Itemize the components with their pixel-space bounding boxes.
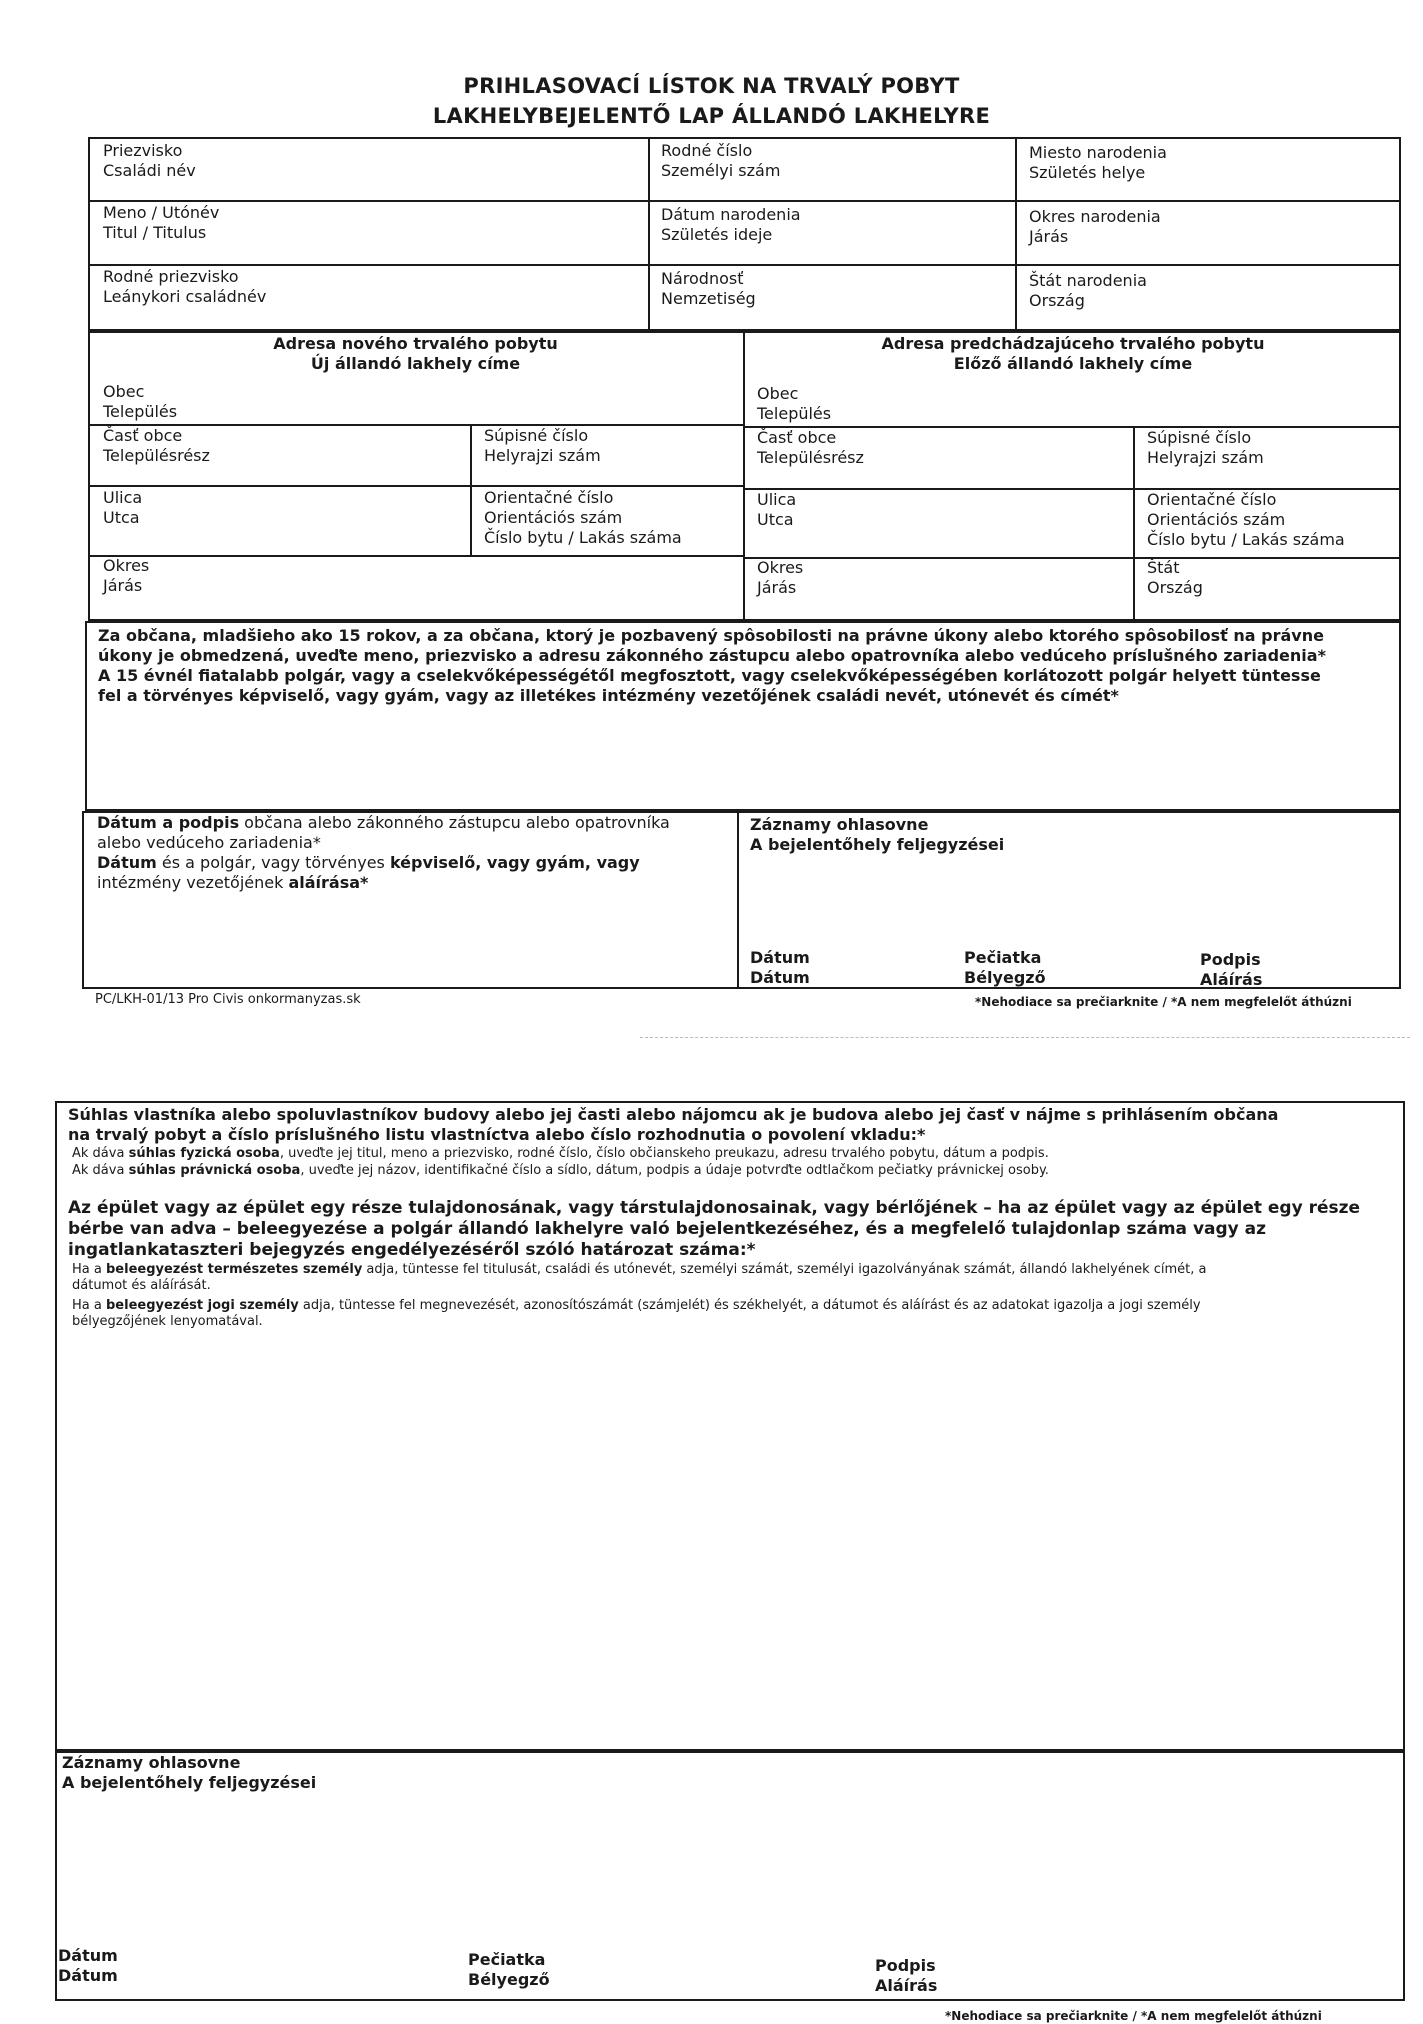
divider (88, 485, 743, 487)
owner-natural-person-hu: Ha a beleegyezést természetes személy adja, tüntesse fel titulusát, családi és utónevét, személyi számát, személyi igazolványának számát, állandó lakhelyének címét, a dátumot és aláírását. (72, 1262, 1207, 1293)
maiden-name-field[interactable]: Rodné priezvisko Leánykori családnév (103, 267, 267, 306)
prev-municipality-field[interactable]: Obec Település (757, 384, 832, 423)
owner-heading-hu: Az épület vagy az épület egy része tulajdonosának, vagy társtulajdonosainak, vagy bérlőjének – ha az épület vagy az épület egy része bérbe van adva – beleegyezése a polgár állandó lakhelyre való bejelentkezéséhez, és a megfelelő tulajdonlap száma vagy az ingatlankataszteri bejegyzés engedélyezéséről szóló határozat száma:* (68, 1198, 1361, 1260)
birth-district-field[interactable]: Okres narodenia Járás (1029, 207, 1161, 246)
office-stamp-field-2[interactable]: Pečiatka Bélyegző (468, 1950, 550, 1989)
new-orient-no-field[interactable]: Orientačné číslo Orientációs szám Číslo bytu / Lakás száma (484, 488, 682, 547)
guardian-instructions: Za občana, mladšieho ako 15 rokov, a za občana, ktorý je pozbavený spôsobilosti na právne úkony alebo ktorého spôsobilosť na právne úkony je obmedzená, uveďte meno, priezvisko a adresu zákonného zástupcu alebo opatrovníka alebo vedúceho príslušného zariadenia* A 15 évnél fiatalabb polgár, vagy a cselekvőképességétől megfosztott, vagy cselekvőképességében korlátozott polgár helyett tüntesse fel a törvényes képviselő, vagy gyám, vagy az illetékes intézmény vezetőjének családi nevét, utónevét és címét* (98, 626, 1326, 705)
divider (88, 200, 1401, 202)
form-title-sk: PRIHLASOVACÍ LÍSTOK NA TRVALÝ POBYT (463, 74, 960, 98)
office-date-field[interactable]: Dátum Dátum (750, 948, 810, 987)
office-sign-field[interactable]: Podpis Aláírás (1200, 950, 1263, 989)
form-code: PC/LKH-01/13 Pro Civis onkormanyzas.sk (95, 992, 361, 1007)
birth-state-field[interactable]: Štát narodenia Ország (1029, 271, 1147, 310)
divider (743, 331, 745, 621)
divider (1133, 426, 1135, 621)
divider (88, 555, 743, 557)
prev-district-field[interactable]: Okres Járás (757, 558, 804, 597)
birth-date-field[interactable]: Dátum narodenia Születés ideje (661, 205, 801, 244)
prev-state-field[interactable]: Štát Ország (1147, 558, 1203, 597)
birth-place-field[interactable]: Miesto narodenia Születés helye (1029, 143, 1167, 182)
divider (648, 137, 650, 331)
owner-heading-sk: Súhlas vlastníka alebo spoluvlastníkov budovy alebo jej časti alebo nájomcu ak je budova alebo jej časť v nájme s prihlásením občana na trvalý pobyt a číslo príslušného listu vlastníctva alebo číslo rozhodnutia o povolení vkladu:* (68, 1105, 1279, 1144)
footer-note: *Nehodiace sa prečiarknite / *A nem megfelelőt áthúzni (975, 995, 1352, 1009)
owner-legal-person-hu: Ha a beleegyezést jogi személy adja, tüntesse fel megnevezését, azonosítószámát (számjelét) és székhelyét, a dátumot és aláírást és az adatokat igazolja a jogi személy bélyegzőjének lenyomatával. (72, 1298, 1201, 1329)
prev-part-field[interactable]: Časť obce Településrész (757, 428, 864, 467)
prev-orient-no-field[interactable]: Orientačné číslo Orientációs szám Číslo bytu / Lakás száma (1147, 490, 1345, 549)
office-records-heading: Záznamy ohlasovne A bejelentőhely feljegyzései (750, 815, 1005, 854)
divider (470, 424, 472, 555)
office-records-heading-2: Záznamy ohlasovne A bejelentőhely feljegyzései (62, 1753, 317, 1792)
page-separator (640, 1037, 1410, 1038)
given-name-field[interactable]: Meno / Utónév Titul / Titulus (103, 203, 220, 242)
office-stamp-field[interactable]: Pečiatka Bélyegző (964, 948, 1046, 987)
new-part-field[interactable]: Časť obce Településrész (103, 426, 210, 465)
divider (743, 557, 1401, 559)
citizen-signature-field[interactable]: Dátum a podpis občana alebo zákonného zástupcu alebo opatrovníka alebo vedúceho zariadenia* Dátum és a polgár, vagy törvényes képviselő, vagy gyám, vagy intézmény vezetőjének aláírása* (97, 813, 670, 892)
prev-address-heading: Adresa predchádzajúceho trvalého pobytu Előző állandó lakhely címe (881, 334, 1265, 373)
footer-note-2: *Nehodiace sa prečiarknite / *A nem megfelelőt áthúzni (945, 2009, 1322, 2023)
prev-street-field[interactable]: Ulica Utca (757, 490, 797, 529)
new-street-field[interactable]: Ulica Utca (103, 488, 143, 527)
divider (1015, 137, 1017, 331)
divider (737, 811, 739, 989)
form-title-hu: LAKHELYBEJELENTŐ LAP ÁLLANDÓ LAKHELYRE (432, 104, 991, 128)
owner-natural-person-sk: Ak dáva súhlas fyzická osoba, uveďte jej titul, meno a priezvisko, rodné číslo, číslo občianskeho preukazu, adresu trvalého pobytu, dátum a podpis. (72, 1146, 1049, 1161)
new-district-field[interactable]: Okres Járás (103, 556, 150, 595)
owner-legal-person-sk: Ak dáva súhlas právnická osoba, uveďte jej názov, identifikačné číslo a sídlo, dátum, podpis a údaje potvrďte odtlačkom pečiatky právnickej osoby. (72, 1163, 1049, 1178)
birth-number-field[interactable]: Rodné číslo Személyi szám (661, 141, 781, 180)
new-registry-no-field[interactable]: Súpisné číslo Helyrajzi szám (484, 426, 601, 465)
new-address-heading: Adresa nového trvalého pobytu Új állandó lakhely címe (273, 334, 558, 373)
surname-field[interactable]: Priezvisko Családi név (103, 141, 196, 180)
nationality-field[interactable]: Národnosť Nemzetiség (661, 269, 756, 308)
divider (88, 264, 1401, 266)
prev-registry-no-field[interactable]: Súpisné číslo Helyrajzi szám (1147, 428, 1264, 467)
office-date-field-2[interactable]: Dátum Dátum (58, 1946, 118, 1985)
office-sign-field-2[interactable]: Podpis Aláírás (875, 1956, 938, 1995)
new-municipality-field[interactable]: Obec Település (103, 382, 178, 421)
